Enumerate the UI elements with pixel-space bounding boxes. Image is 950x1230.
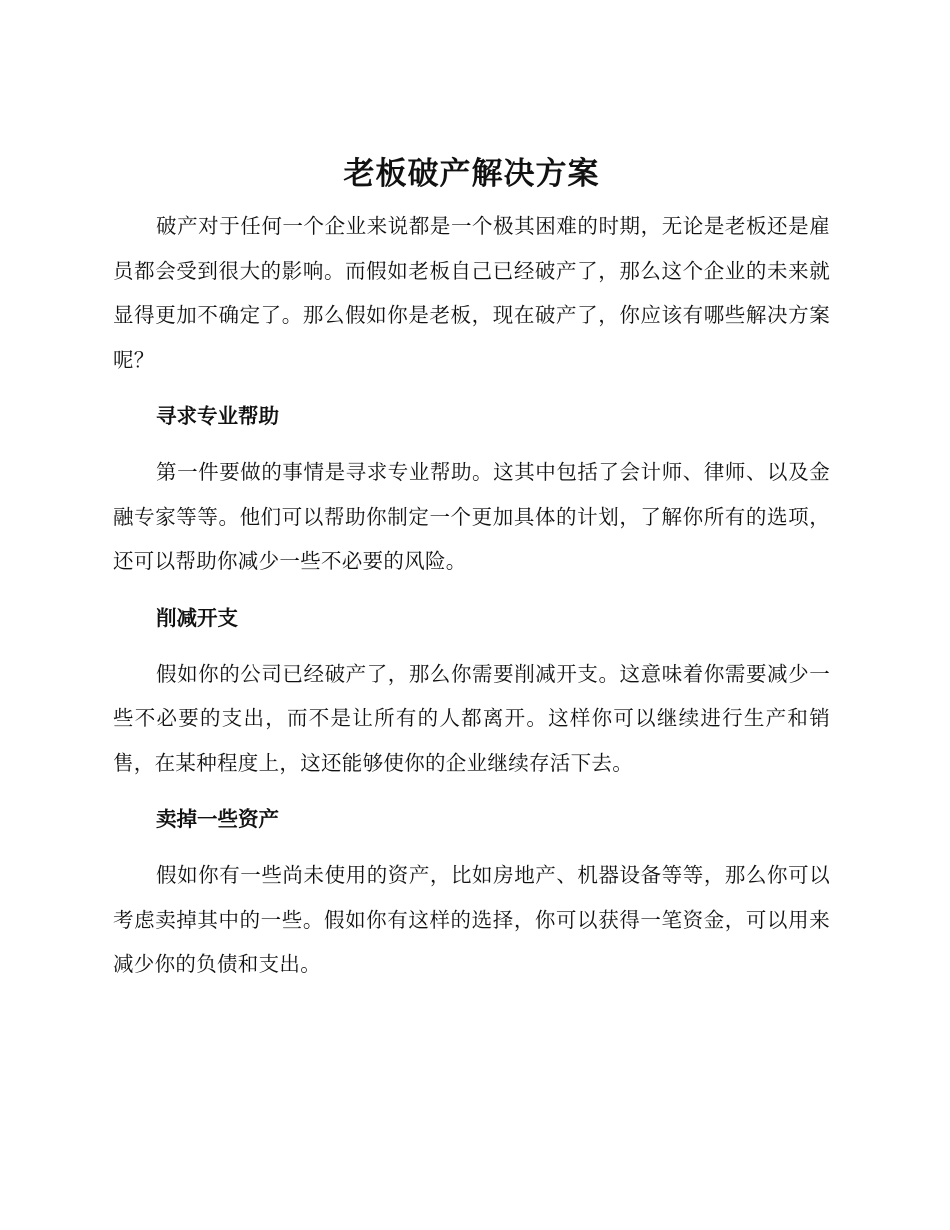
section-professional-help xyxy=(113,394,830,584)
document-title: 老板破产解决方案 xyxy=(343,156,600,192)
section-heading: 寻求专业帮助 xyxy=(156,404,279,428)
document-page xyxy=(113,150,830,987)
section-paragraph: 第一件要做的事情是寻求专业帮助。这其中包括了会计师、律师、以及金融专家等等。他们可以帮助你制定一个更加具体的计划，了解你所有的选项，还可以帮助你减少一些不必要的风险。 xyxy=(113,460,830,573)
section-heading: 卖掉一些资产 xyxy=(156,807,279,831)
section-sell-assets xyxy=(113,797,830,987)
section-heading: 削减开支 xyxy=(156,605,238,630)
section-cut-expenses xyxy=(113,596,830,786)
section-paragraph: 假如你的公司已经破产了，那么你需要削减开支。这意味着你需要减少一些不必要的支出，而不是让所有的人都离开。这样你可以继续进行生产和销售，在某种程度上，这还能够使你的企业继续存活下去。 xyxy=(113,661,830,775)
intro-paragraph: 破产对于任何一个企业来说都是一个极其困难的时期，无论是老板还是雇员都会受到很大的影响。而假如老板自己已经破产了，那么这个企业的未来就显得更加不确定了。那么假如你是老板，现在破产了，你应该有哪些解决方案呢？ xyxy=(113,214,830,372)
section-paragraph: 假如你有一些尚未使用的资产，比如房地产、机器设备等等，那么你可以考虑卖掉其中的一些。假如你有这样的选择，你可以获得一笔资金，可以用来减少你的负债和支出。 xyxy=(113,863,830,976)
